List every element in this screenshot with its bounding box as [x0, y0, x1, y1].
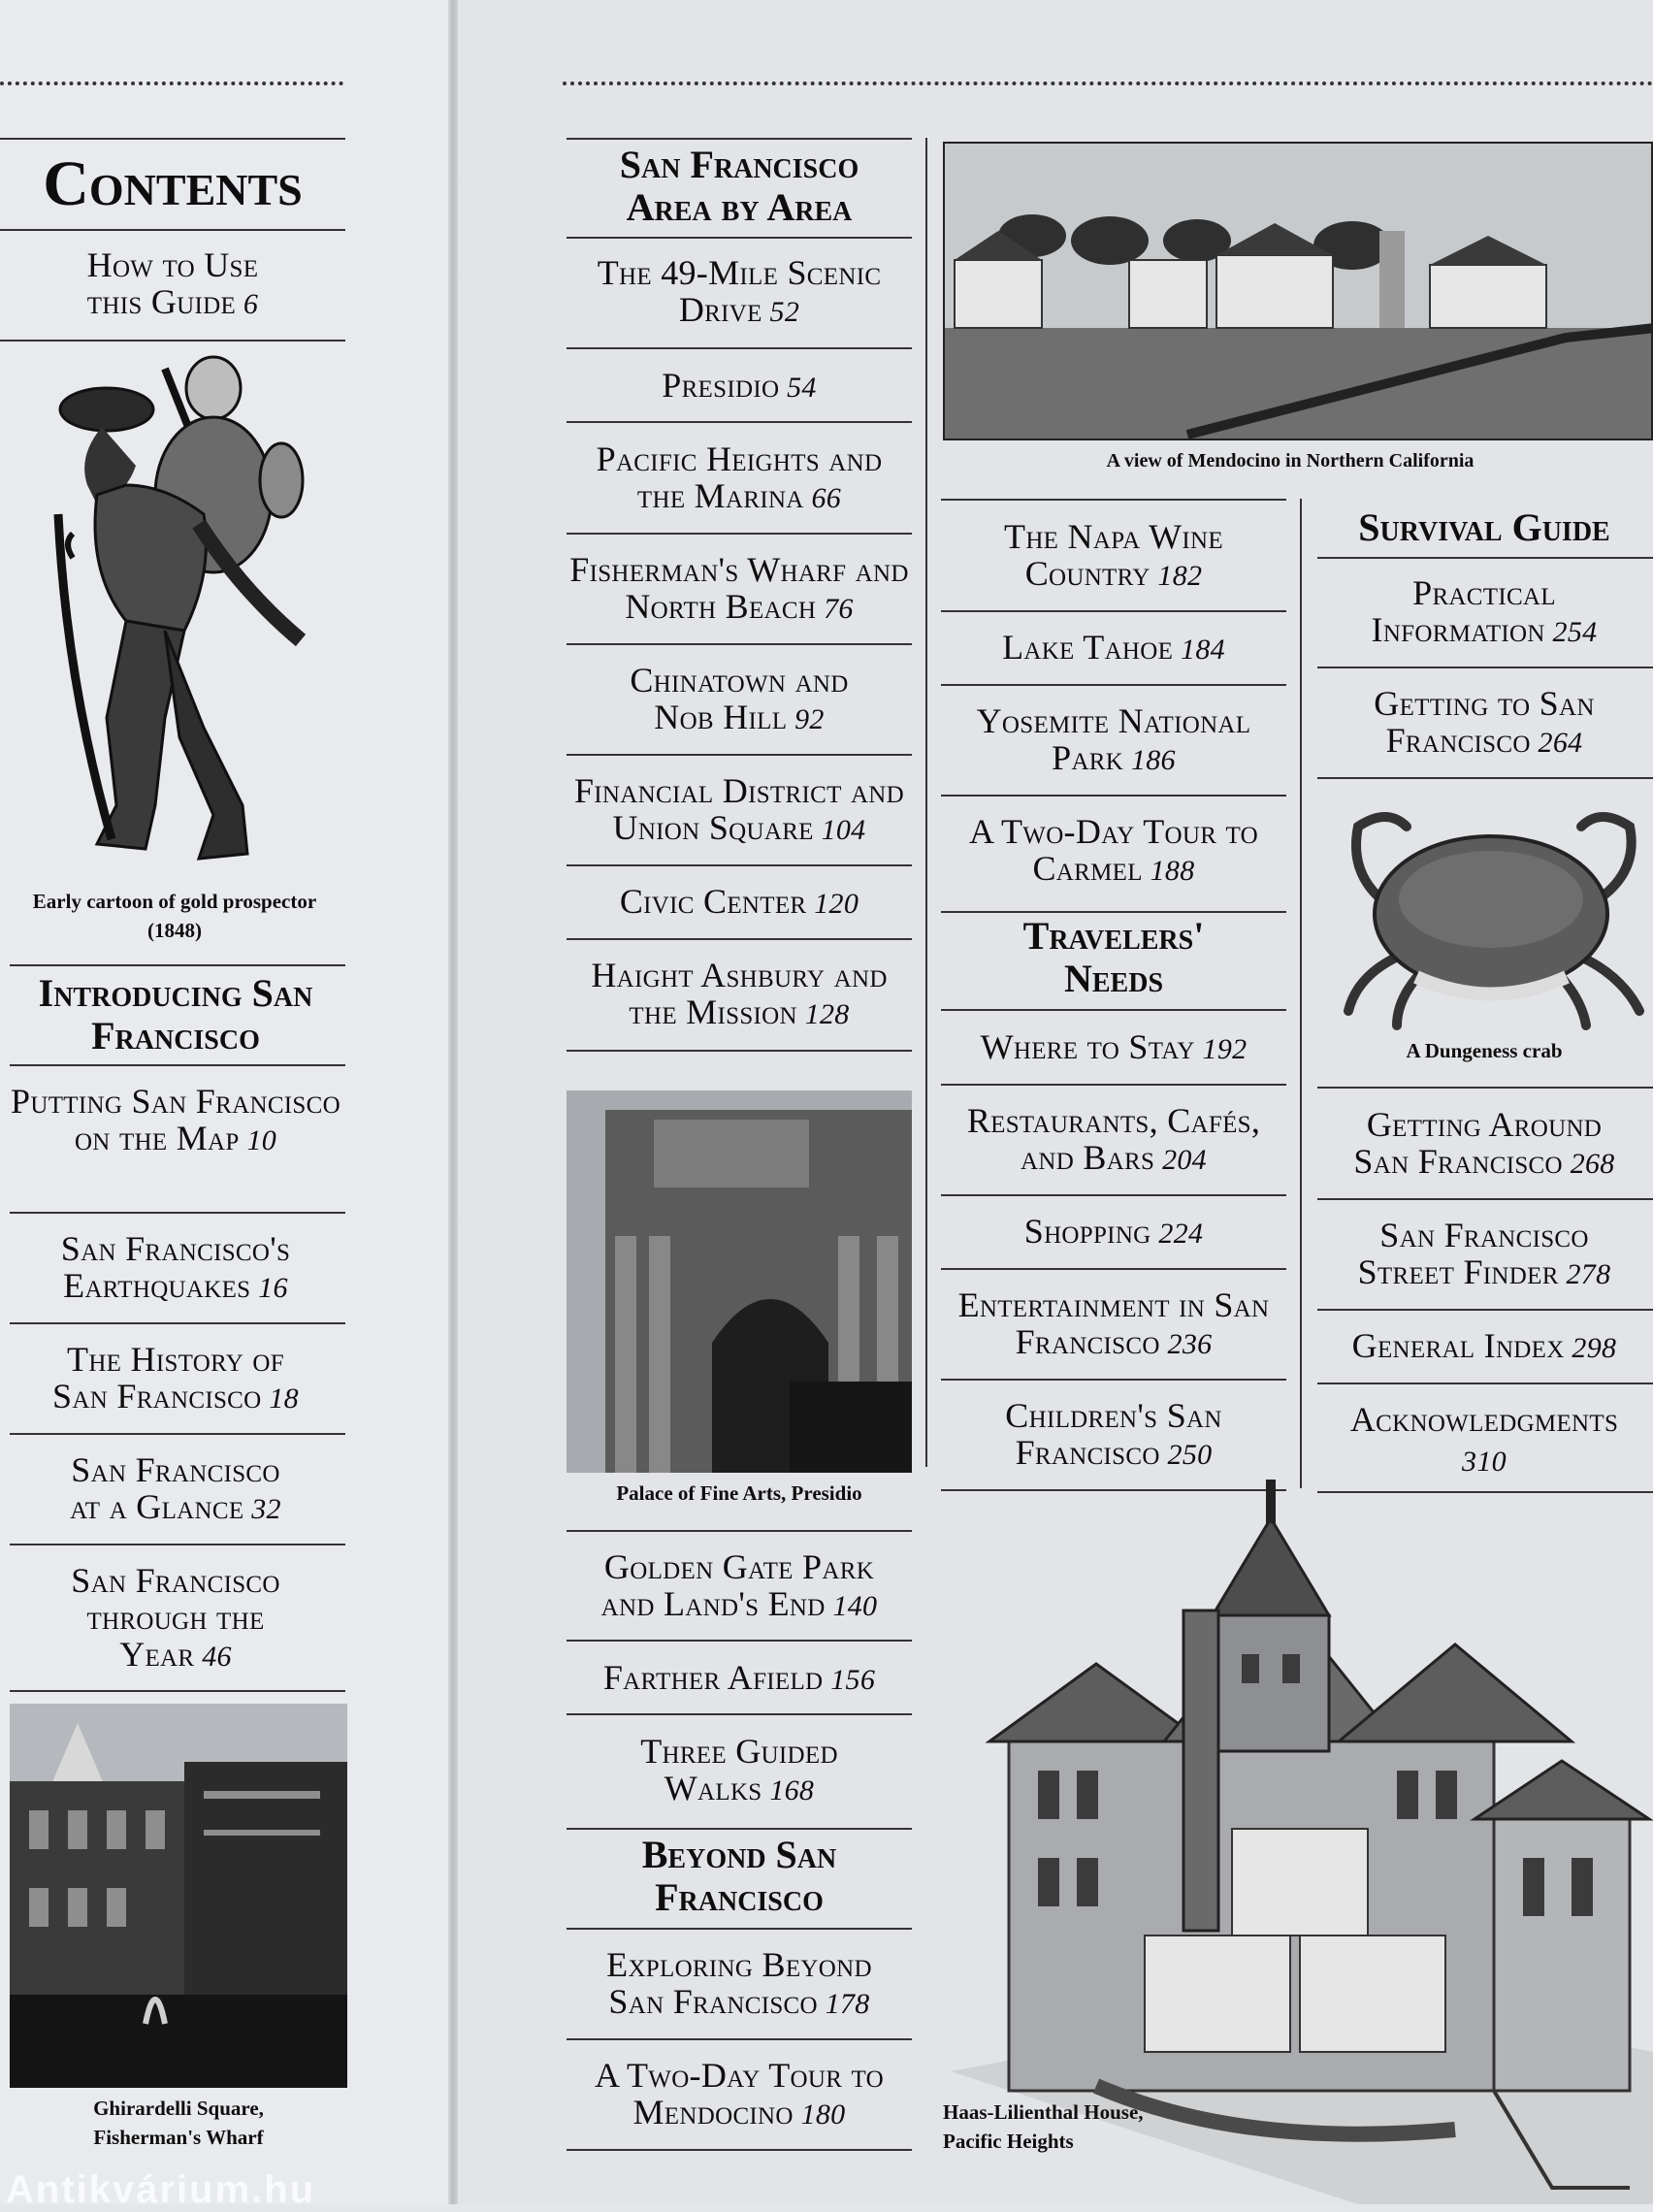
crab-caption: A Dungeness crab — [1406, 1039, 1563, 1062]
divider — [941, 1194, 1286, 1196]
toc-entry-label: The Napa Wine Country — [1004, 517, 1223, 593]
toc-entry-label: How to Use this Guide — [86, 245, 259, 321]
toc-entry[interactable] — [1315, 685, 1653, 762]
section-heading-survival: Survival Guide — [1358, 505, 1610, 549]
divider — [941, 684, 1286, 686]
toc-entry[interactable] — [941, 813, 1286, 890]
page-number: 184 — [1181, 634, 1225, 666]
toc-entry[interactable] — [567, 772, 912, 849]
divider — [0, 229, 345, 231]
divider — [567, 1928, 912, 1930]
toc-entry[interactable] — [941, 1213, 1286, 1252]
palace-caption: Palace of Fine Arts, Presidio — [616, 1481, 862, 1505]
divider — [1317, 1309, 1653, 1311]
page-number: 188 — [1150, 855, 1195, 887]
toc-entry[interactable] — [567, 1946, 912, 2023]
divider — [567, 1050, 912, 1052]
page-number: 254 — [1552, 616, 1598, 648]
dungeness-crab-illustration — [1329, 788, 1653, 1030]
palace-of-fine-arts-photo — [567, 1090, 912, 1473]
toc-entry[interactable] — [941, 1286, 1286, 1363]
toc-entry-label: Golden Gate Park and Land's End — [600, 1547, 875, 1623]
toc-entry[interactable] — [567, 662, 912, 738]
haas-lilienthal-house-illustration — [951, 1450, 1653, 2204]
divider — [941, 911, 1286, 913]
divider — [567, 237, 912, 239]
page-number: 298 — [1572, 1332, 1617, 1364]
toc-entry-label: Getting to San Francisco — [1374, 684, 1595, 760]
page-number: 250 — [1167, 1439, 1213, 1471]
divider — [567, 1530, 912, 1532]
page-number: 268 — [1570, 1148, 1615, 1180]
divider — [941, 1379, 1286, 1381]
toc-entry[interactable] — [567, 254, 912, 331]
toc-entry[interactable] — [567, 440, 912, 517]
page-number: 186 — [1130, 744, 1176, 776]
house-caption: Haas-Lilienthal House, Pacific Heights — [943, 2100, 1144, 2153]
toc-entry[interactable] — [941, 1028, 1286, 1068]
divider — [567, 938, 912, 940]
mendocino-caption: A view of Mendocino in Northern California — [1106, 450, 1475, 472]
prospector-illustration — [19, 349, 330, 883]
toc-entry-label: Restaurants, Cafés, and Bars — [966, 1101, 1261, 1177]
page-number: 128 — [804, 998, 850, 1030]
page-number: 264 — [1538, 727, 1583, 759]
divider — [1317, 557, 1653, 559]
toc-entry[interactable] — [0, 1562, 351, 1675]
divider — [10, 1064, 345, 1066]
toc-entry[interactable] — [567, 2057, 912, 2133]
toc-entry[interactable] — [941, 629, 1286, 668]
page-number: 278 — [1566, 1258, 1611, 1290]
page-number: 66 — [811, 482, 842, 514]
toc-entry-label: Exploring Beyond San Francisco — [606, 1945, 872, 2021]
toc-entry-label: Children's San Francisco — [1005, 1396, 1222, 1472]
toc-entry-label: The 49-Mile Scenic Drive — [597, 253, 882, 329]
toc-entry-how-to-use[interactable] — [0, 246, 345, 323]
dotted-rule-right — [563, 81, 1653, 85]
divider — [10, 1212, 345, 1214]
divider — [10, 1322, 345, 1324]
divider — [941, 1084, 1286, 1086]
divider — [1317, 1198, 1653, 1200]
divider — [567, 421, 912, 423]
ghirardelli-photo — [10, 1704, 347, 2088]
divider — [567, 2038, 912, 2040]
toc-entry-label: Shopping — [1023, 1212, 1151, 1251]
divider — [0, 340, 345, 342]
toc-entry-label: Presidio — [662, 366, 780, 405]
section-heading-beyond: Beyond San Francisco — [641, 1833, 837, 1919]
toc-entry[interactable] — [1315, 574, 1653, 651]
dotted-rule-left — [0, 81, 343, 85]
page-number: 180 — [800, 2098, 846, 2131]
toc-entry[interactable] — [941, 518, 1286, 595]
toc-entry[interactable] — [1315, 1106, 1653, 1183]
toc-entry-label: San Francisco Street Finder — [1357, 1216, 1589, 1291]
toc-entry-label: Acknowledgments — [1349, 1400, 1619, 1439]
toc-entry-label: Pacific Heights and the Marina — [596, 439, 883, 515]
divider — [567, 864, 912, 866]
toc-entry-label: General Index — [1351, 1326, 1565, 1365]
page-number: 32 — [251, 1493, 281, 1525]
section-heading-travelers: Travelers' Needs — [1022, 914, 1205, 1000]
divider — [567, 347, 912, 349]
toc-entry-label: Practical Information — [1371, 573, 1556, 649]
book-gutter — [448, 0, 458, 2204]
divider — [10, 1433, 345, 1435]
toc-entry[interactable] — [567, 1659, 912, 1699]
divider — [941, 1268, 1286, 1270]
page-number: 182 — [1157, 560, 1203, 592]
page-number: 236 — [1167, 1328, 1213, 1360]
toc-entry-label: Yosemite National Park — [976, 701, 1251, 777]
divider — [1317, 667, 1653, 668]
page-number: 92 — [794, 703, 825, 735]
page-number: 310 — [1462, 1446, 1507, 1478]
divider — [10, 1544, 345, 1545]
divider — [567, 643, 912, 645]
toc-entry-label: San Francisco through the Year — [71, 1561, 280, 1674]
toc-entry-label: San Francisco's Earthquakes — [60, 1229, 291, 1305]
toc-entry-label: The History of San Francisco — [52, 1340, 284, 1415]
divider — [567, 2149, 912, 2151]
page-number: 16 — [258, 1272, 288, 1304]
divider — [10, 1690, 345, 1692]
toc-entry[interactable] — [941, 1102, 1286, 1179]
page-number: 156 — [830, 1664, 876, 1696]
toc-entry-label: San Francisco at a Glance — [70, 1450, 280, 1526]
page-number: 104 — [821, 814, 866, 846]
divider — [567, 1828, 912, 1830]
toc-entry-label: Financial District and Union Square — [573, 771, 905, 847]
page-number: 192 — [1202, 1033, 1248, 1065]
toc-entry-label: Getting Around San Francisco — [1353, 1105, 1603, 1181]
divider — [567, 754, 912, 756]
toc-entry-label: Where to Stay — [980, 1027, 1195, 1066]
mendocino-photo — [943, 142, 1653, 440]
column-rule — [1300, 499, 1302, 1488]
page-number: 76 — [824, 593, 854, 625]
toc-entry-label: Putting San Francisco on the Map — [11, 1082, 340, 1157]
toc-entry[interactable] — [567, 1733, 912, 1809]
divider — [941, 610, 1286, 612]
divider — [0, 138, 345, 140]
page-number: 120 — [814, 888, 859, 920]
prospector-caption: Early cartoon of gold prospector (1848) — [32, 890, 317, 942]
toc-entry-label: Farther Afield — [602, 1658, 824, 1697]
toc-entry[interactable] — [567, 883, 912, 923]
toc-entry[interactable] — [1315, 1327, 1653, 1367]
toc-entry[interactable] — [0, 1230, 351, 1307]
contents-title: Contents — [43, 148, 303, 219]
toc-entry[interactable] — [1315, 1217, 1653, 1293]
page-number: 46 — [202, 1641, 232, 1673]
toc-entry[interactable] — [0, 1451, 351, 1528]
toc-entry-label: Civic Center — [619, 882, 807, 921]
divider — [941, 499, 1286, 501]
page-number: 224 — [1158, 1218, 1204, 1250]
divider — [1317, 1382, 1653, 1384]
toc-entry-label: A Two-Day Tour to Carmel — [969, 812, 1258, 888]
page-number: 6 — [243, 288, 259, 320]
toc-entry[interactable] — [567, 957, 912, 1033]
toc-entry-label: Fisherman's Wharf and North Beach — [569, 550, 909, 626]
divider — [567, 1640, 912, 1642]
page-number: 54 — [787, 372, 817, 404]
page-number: 52 — [769, 296, 800, 328]
watermark: Antikvárium.hu — [6, 2168, 316, 2211]
section-heading-area-by-area: San Francisco Area by Area — [619, 143, 859, 229]
page-number: 10 — [246, 1124, 277, 1156]
ghirardelli-caption: Ghirardelli Square, Fisherman's Wharf — [93, 2097, 264, 2149]
page-number: 204 — [1162, 1144, 1207, 1176]
toc-entry[interactable] — [941, 702, 1286, 779]
column-rule — [925, 138, 927, 1467]
page-number: 168 — [769, 1774, 815, 1806]
toc-entry-label: Three Guided Walks — [640, 1732, 838, 1807]
divider — [1317, 1087, 1653, 1089]
divider — [567, 1713, 912, 1715]
divider — [1317, 777, 1653, 779]
toc-entry-label: Chinatown and Nob Hill — [630, 661, 849, 736]
page-number: 178 — [825, 1988, 870, 2020]
toc-entry[interactable] — [0, 1083, 351, 1159]
toc-entry[interactable] — [567, 551, 912, 628]
toc-entry-label: Lake Tahoe — [1002, 628, 1174, 667]
toc-entry[interactable] — [567, 1548, 912, 1625]
toc-entry[interactable] — [0, 1341, 351, 1417]
divider — [941, 795, 1286, 797]
toc-entry[interactable] — [567, 367, 912, 407]
toc-entry-label: Haight Ashbury and the Mission — [591, 956, 888, 1031]
divider — [10, 964, 345, 966]
toc-entry-label: A Two-Day Tour to Mendocino — [595, 2056, 884, 2131]
page-number: 140 — [832, 1590, 878, 1622]
section-heading-introducing: Introducing San Francisco — [38, 971, 313, 1057]
toc-entry-label: Entertainment in San Francisco — [957, 1285, 1270, 1361]
divider — [941, 1009, 1286, 1011]
divider — [567, 138, 912, 140]
divider — [567, 533, 912, 535]
page-number: 18 — [269, 1382, 299, 1415]
